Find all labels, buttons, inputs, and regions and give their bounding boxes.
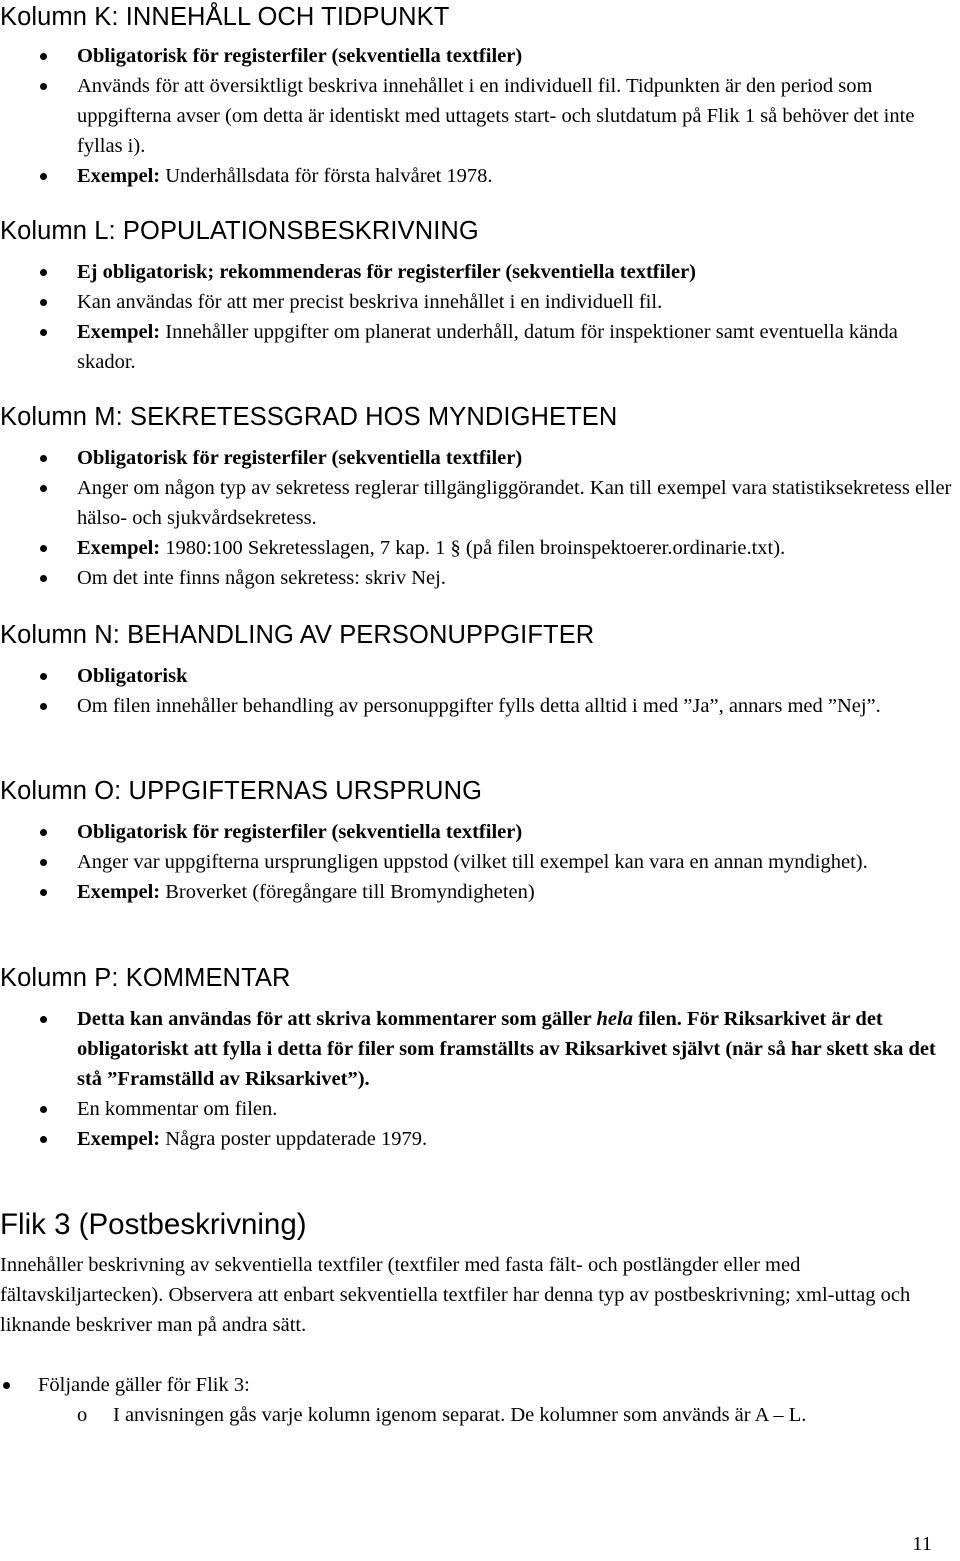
list-item — [0, 161, 960, 191]
list-item: Om filen innehåller behandling av personuppgifter fylls detta alltid i med ”Ja”, annars med ”Nej”. — [0, 691, 960, 721]
list-item: Kan användas för att mer precist beskriva innehållet i en individuell fil. — [0, 287, 960, 317]
list-item: Obligatorisk för registerfiler (sekventiella textfiler) — [0, 817, 960, 847]
example-text: Broverket (föregångare till Bromyndigheten) — [160, 881, 535, 903]
example-text: Innehåller uppgifter om planerat underhåll, datum för inspektioner samt eventuella kända skador. — [77, 321, 898, 373]
list-item: Används för att översiktligt beskriva innehållet i en individuell fil. Tidpunkten är den period som uppgifterna avser (om detta är identiskt med uttagets start- och slutdatum på Flik 1 så behöver det inte fyllas i). — [0, 71, 960, 161]
section-kolumn-l — [0, 216, 960, 377]
example-text: Underhållsdata för första halvåret 1978. — [160, 165, 493, 187]
section-flik-3 — [0, 1208, 960, 1430]
page-number: 11 — [912, 1533, 932, 1555]
list-item: Om det inte finns någon sekretess: skriv Nej. — [0, 563, 960, 593]
section-heading: Kolumn L: POPULATIONSBESKRIVNING — [0, 217, 479, 245]
comment-text-end: filen. För Riksarkivet är det obligatoriskt att fylla i detta för filer som framställts av Riksarkivet självt (när så har skett ska det stå ”Framställd av Riksarkivet”). — [77, 1008, 936, 1090]
section-kolumn-p — [0, 963, 960, 1154]
section-heading: Kolumn O: UPPGIFTERNAS URSPRUNG — [0, 777, 483, 805]
sub-list-item: o I anvisningen gås varje kolumn igenom separat. De kolumner som används är A – L. — [0, 1400, 960, 1430]
section-heading: Kolumn K: INNEHÅLL OCH TIDPUNKT — [0, 3, 450, 31]
bullet-list — [0, 443, 960, 593]
list-item: Anger var uppgifterna ursprungligen uppstod (vilket till exempel kan vara en annan myndighet). — [0, 847, 960, 877]
section-kolumn-k — [0, 2, 960, 191]
bullet-list — [0, 257, 960, 377]
list-item — [0, 877, 960, 907]
example-text: Några poster uppdaterade 1979. — [160, 1128, 428, 1150]
section-heading: Kolumn N: BEHANDLING AV PERSONUPPGIFTER — [0, 621, 595, 649]
list-item: Obligatorisk för registerfiler (sekventiella textfiler) — [0, 443, 960, 473]
example-label: Exempel: — [77, 537, 161, 559]
flik-heading: Flik 3 (Postbeskrivning) — [0, 1208, 307, 1241]
flik-bullet-text: Följande gäller för Flik 3: — [38, 1374, 250, 1396]
list-item: Anger om någon typ av sekretess reglerar tillgängliggörandet. Kan till exempel vara statistiksekretess eller hälso- och sjukvårdsekretess. — [0, 473, 960, 533]
bullet-list — [0, 41, 960, 191]
list-item: En kommentar om filen. — [0, 1094, 960, 1124]
section-heading: Kolumn M: SEKRETESSGRAD HOS MYNDIGHETEN — [0, 403, 618, 431]
bullet-list — [0, 1004, 960, 1154]
list-item: Obligatorisk — [0, 661, 960, 691]
example-label: Exempel: — [77, 321, 161, 343]
example-label: Exempel: — [77, 881, 161, 903]
section-heading: Kolumn P: KOMMENTAR — [0, 964, 291, 992]
comment-text-emphasis: hela — [596, 1008, 633, 1030]
list-item — [0, 1124, 960, 1154]
section-kolumn-o — [0, 776, 960, 907]
example-label: Exempel: — [77, 165, 161, 187]
example-text: 1980:100 Sekretesslagen, 7 kap. 1 § (på filen broinspektoerer.ordinarie.txt). — [160, 537, 786, 559]
bullet-list — [0, 1370, 960, 1400]
list-item — [0, 1004, 960, 1094]
sub-list — [0, 1400, 960, 1430]
flik-intro-paragraph: Innehåller beskrivning av sekventiella textfiler (textfiler med fasta fält- och postlängder eller med fältavskiljartecken). Observera att enbart sekventiella textfiler har denna typ av postbeskrivning; xml-uttag och liknande beskriver man på andra sätt. — [0, 1254, 911, 1336]
list-item — [0, 317, 960, 377]
list-item: Ej obligatorisk; rekommenderas för registerfiler (sekventiella textfiler) — [0, 257, 960, 287]
comment-text-start: Detta kan användas för att skriva kommentarer som gäller — [77, 1008, 597, 1030]
list-item — [0, 1370, 960, 1400]
bullet-list — [0, 661, 960, 721]
example-label: Exempel: — [77, 1128, 161, 1150]
section-kolumn-n — [0, 620, 960, 721]
section-kolumn-m — [0, 402, 960, 593]
list-item: Obligatorisk för registerfiler (sekventiella textfiler) — [0, 41, 960, 71]
list-item — [0, 533, 960, 563]
bullet-list — [0, 817, 960, 907]
